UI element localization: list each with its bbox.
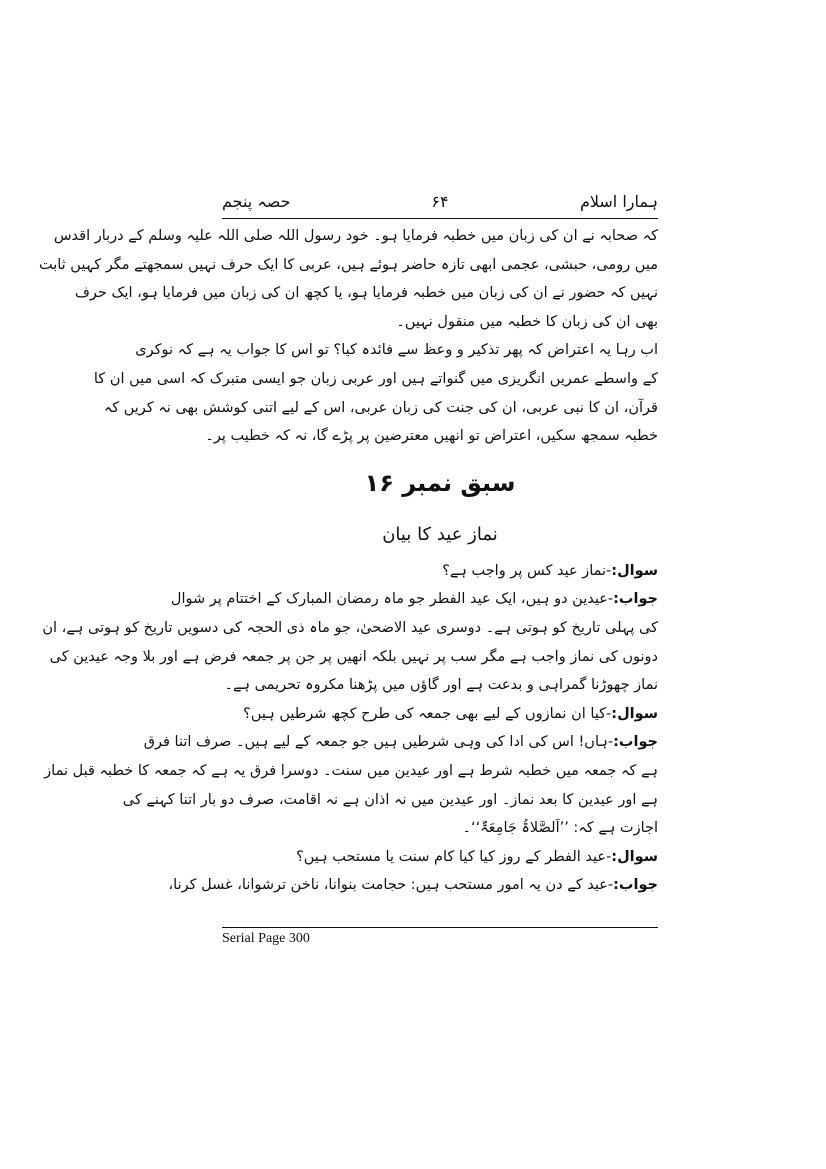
answer-label: جواب:: [613, 734, 658, 751]
running-header: [222, 186, 658, 220]
text-line: نہیں کہ حضور نے ان کی زبان میں خطبہ فرمایا ہو، یا کچھ ان کی زبان میں فرمایا ہو، ایک حرف: [74, 285, 658, 302]
paragraph-1: [38, 222, 658, 336]
paragraph-2: [93, 336, 658, 450]
qa-3: [168, 843, 658, 900]
text-line: نماز چھوڑنا گمراہی و بدعت ہے اور گاؤں میں پڑھنا مکروہ تحریمی ہے۔: [224, 677, 658, 694]
page-body: [38, 222, 658, 900]
book-title: ہمارا اسلام: [579, 192, 658, 211]
answer-text: -ہاں! اس کی ادا کی وہی شرطیں ہیں جو جمعہ کے لیے ہیں۔ صرف اتنا فرق: [143, 734, 614, 751]
answer-label: جواب:: [613, 591, 658, 608]
header-rule: [222, 218, 658, 219]
question-label: سوال:: [611, 848, 658, 865]
question-line: [222, 700, 658, 729]
text-line: ہے اور عیدین کا بعد نماز۔ اور عیدین میں نہ اذان ہے نہ اقامت، صرف دو بار اتنا کہنے کی: [122, 791, 658, 808]
text-line: میں رومی، حبشی، عجمی ابھی تازہ حاضر ہوئے ہیں، عربی کا ایک حرف نہیں سمجھتے مگر کہیں ثابت: [38, 256, 658, 273]
topic-heading: نماز عید کا بیان: [382, 523, 498, 545]
text-line: ہے کہ جمعہ میں خطبہ شرط ہے اور عیدین میں سنت۔ دوسرا فرق یہ ہے کہ جمعہ کا خطبہ قبل نماز: [44, 762, 658, 779]
answer-line: [143, 728, 658, 757]
answer-line: [168, 871, 658, 900]
qa-2: [44, 700, 658, 843]
text-line: کی پہلی تاریخ کو ہوتی ہے۔ دوسری عید الاضحیٰ، جو ماہ ذی الحجہ کی دسویں تاریخ کو ہوتی ہے، ان: [42, 619, 658, 636]
question-label: سوال:: [611, 562, 658, 579]
question-label: سوال:: [611, 705, 658, 722]
footer-rule: [222, 927, 658, 928]
text-line: دونوں کی نماز واجب ہے مگر سب پر نہیں بلکہ انھیں پر جن پر جمعہ فرض ہے اور بلا وجہ عیدین کی: [49, 648, 658, 665]
text-line: کہ صحابہ نے ان کی زبان میں خطبہ فرمایا ہو۔ خود رسول اللہ صلی اللہ علیہ وسلم کے دربار اقدس: [53, 228, 658, 244]
serial-page-footer: Serial Page 300: [222, 931, 310, 946]
text-line: قرآن، ان کا نبی عربی، ان کی جنت کی زبان عربی، اس کے لیے اتنی کوشش بھی نہ کریں کہ: [103, 399, 658, 416]
text-line: خطبہ سمجھ سکیں، اعتراض تو انھیں معترضین پر پڑے گا، نہ کہ خطیب پر۔: [205, 428, 658, 445]
text-line: بھی ان کی زبان کا خطبہ میں منقول نہیں۔: [396, 313, 658, 330]
question-text: -عید الفطر کے روز کیا کیا کام سنت یا مستحب ہیں؟: [296, 848, 612, 865]
question-line: [222, 557, 658, 586]
text-line: کے واسطے عمریں انگریزی میں گنواتے ہیں اور عربی زبان جو ایسی متبرک کہ اسی میں ان کا: [93, 370, 658, 387]
question-text: -نماز عید کس پر واجب ہے؟: [442, 562, 612, 579]
answer-text: -عید کے دن یہ امور مستحب ہیں: حجامت بنوانا، ناخن ترشوانا، غسل کرنا،: [168, 877, 614, 894]
part-label: حصہ پنجم: [222, 192, 291, 211]
page-number: ۶۴: [431, 192, 449, 211]
qa-1: [42, 557, 658, 700]
lesson-heading: سبق نمبر ۱۶: [364, 468, 516, 497]
text-line: اجازت ہے کہ: ’’اَلصَّلاۃُ جَامِعَۃٌ‘‘۔: [462, 820, 658, 837]
question-line: [222, 843, 658, 872]
answer-text: -عیدین دو ہیں، ایک عید الفطر جو ماہ رمضان المبارک کے اختتام پر شوال: [170, 591, 614, 608]
answer-label: جواب:: [613, 877, 658, 894]
text-line: اب رہا یہ اعتراض کہ پھر تذکیر و وعظ سے فائدہ کیا؟ تو اس کا جواب یہ ہے کہ نوکری: [135, 342, 658, 359]
answer-line: [170, 585, 658, 614]
question-text: -کیا ان نمازوں کے لیے بھی جمعہ کی طرح کچھ شرطیں ہیں؟: [243, 705, 612, 722]
